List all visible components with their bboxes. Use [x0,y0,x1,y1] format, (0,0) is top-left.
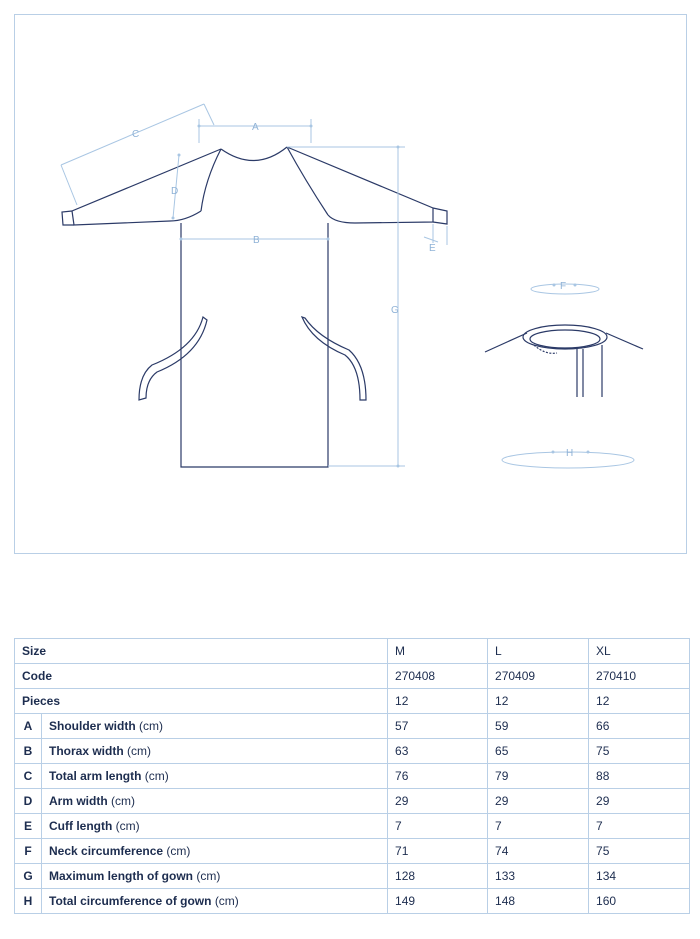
measurement-letter: F [15,839,42,864]
measurement-letter: D [15,789,42,814]
table-row-measurement [15,789,690,814]
measurement-letter: H [15,889,42,914]
dim-label-a: A [252,122,259,133]
measurement-label: Neck circumference [49,844,164,858]
measurement-value: 134 [589,864,690,889]
dim-label-c: C [132,129,140,140]
size-m: M [388,639,488,664]
measurement-letter: G [15,864,42,889]
measurement-label: Total circumference of gown [49,894,212,908]
measurement-unit: (cm) [139,719,164,733]
measurement-unit: (cm) [196,869,221,883]
measurement-value: 29 [488,789,589,814]
gown-diagram-panel [14,14,687,554]
measurement-unit: (cm) [144,769,169,783]
measurement-value: 75 [589,839,690,864]
measurement-name-cell [42,814,388,839]
pieces-xl: 12 [589,689,690,714]
table-row-measurement [15,764,690,789]
table-row-pieces [15,689,690,714]
measurement-value: 7 [488,814,589,839]
dimension-ticks [172,125,590,468]
size-xl: XL [589,639,690,664]
code-xl: 270410 [589,664,690,689]
measurement-value: 133 [488,864,589,889]
measurement-value: 79 [488,764,589,789]
measurement-value: 59 [488,714,589,739]
measurement-label: Total arm length [49,769,142,783]
pieces-m: 12 [388,689,488,714]
measurement-value: 74 [488,839,589,864]
measurement-label: Arm width [49,794,108,808]
measurement-rows [15,714,690,914]
pieces-label: Pieces [15,689,388,714]
dim-label-d: D [171,186,179,197]
dim-label-b: B [253,235,260,246]
measurement-name-cell [42,864,388,889]
dim-label-e: E [429,243,436,254]
measurement-value: 7 [388,814,488,839]
dimension-lines [61,104,634,468]
table-row-size [15,639,690,664]
table-row-measurement [15,864,690,889]
measurement-name-cell [42,839,388,864]
measurement-letter: B [15,739,42,764]
measurement-value: 160 [589,889,690,914]
gown-outline [62,147,643,467]
measurement-value: 29 [589,789,690,814]
table-row-measurement [15,739,690,764]
measurement-name-cell [42,714,388,739]
code-label: Code [15,664,388,689]
measurement-label: Maximum length of gown [49,869,193,883]
measurement-unit: (cm) [115,819,140,833]
measurement-letter: C [15,764,42,789]
measurement-letter: A [15,714,42,739]
measurement-value: 7 [589,814,690,839]
measurement-letter: E [15,814,42,839]
table-row-measurement [15,839,690,864]
measurement-label: Cuff length [49,819,113,833]
code-m: 270408 [388,664,488,689]
measurement-value: 88 [589,764,690,789]
measurement-value: 76 [388,764,488,789]
measurement-unit: (cm) [127,744,152,758]
table-row-measurement [15,889,690,914]
table-row-measurement [15,814,690,839]
measurement-name-cell [42,764,388,789]
measurement-value: 29 [388,789,488,814]
measurement-value: 148 [488,889,589,914]
measurement-value: 57 [388,714,488,739]
table-row-code [15,664,690,689]
measurement-value: 149 [388,889,488,914]
table-row-measurement [15,714,690,739]
dim-label-g: G [391,305,399,316]
dim-label-f: F [560,281,567,292]
size-header-label: Size [15,639,388,664]
measurement-value: 66 [589,714,690,739]
measurement-label: Shoulder width [49,719,136,733]
pieces-l: 12 [488,689,589,714]
size-chart-table [14,638,690,914]
measurement-value: 128 [388,864,488,889]
measurement-unit: (cm) [214,894,239,908]
measurement-value: 65 [488,739,589,764]
dim-label-h: H [566,448,574,459]
measurement-name-cell [42,739,388,764]
measurement-label: Thorax width [49,744,124,758]
measurement-name-cell [42,889,388,914]
measurement-unit: (cm) [111,794,136,808]
size-l: L [488,639,589,664]
gown-diagram [15,15,688,555]
measurement-name-cell [42,789,388,814]
measurement-value: 75 [589,739,690,764]
measurement-unit: (cm) [166,844,191,858]
measurement-value: 71 [388,839,488,864]
code-l: 270409 [488,664,589,689]
measurement-value: 63 [388,739,488,764]
